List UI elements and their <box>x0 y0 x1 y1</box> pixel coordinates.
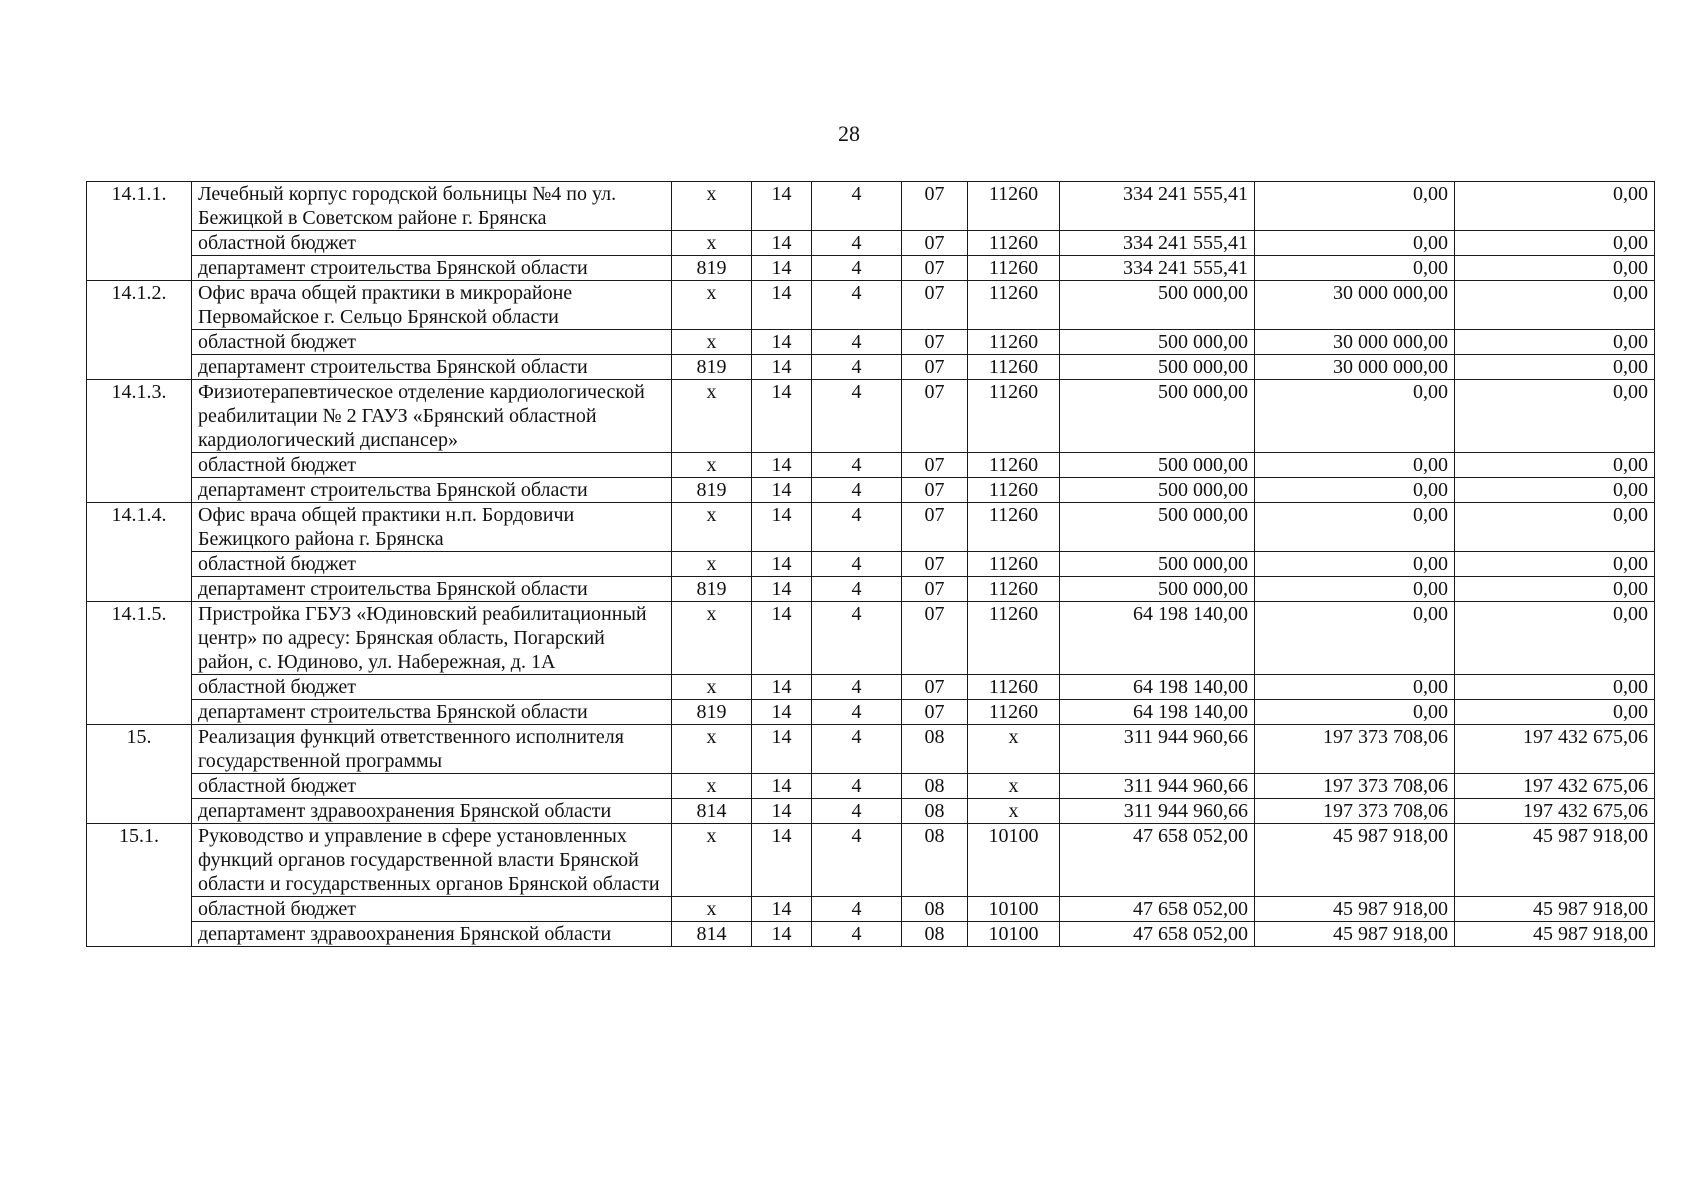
subprogram-code-cell: 4 <box>812 182 902 231</box>
item-number-cell: 14.1.5. <box>87 602 192 725</box>
amount-year3-cell: 0,00 <box>1455 675 1655 700</box>
main-event-code-cell: 08 <box>902 824 968 897</box>
direction-code-cell: х <box>968 799 1060 824</box>
item-name-cell: департамент здравоохранения Брянской области <box>192 922 672 947</box>
table-row <box>87 897 1655 922</box>
item-name-cell: Реализация функций ответственного исполнителя государственной программы <box>192 725 672 774</box>
grbs-code-cell: 814 <box>672 799 752 824</box>
amount-year1-cell: 47 658 052,00 <box>1060 897 1255 922</box>
table-row <box>87 602 1655 675</box>
subprogram-code-cell: 4 <box>812 897 902 922</box>
item-name-cell: областной бюджет <box>192 774 672 799</box>
main-event-code-cell: 07 <box>902 478 968 503</box>
main-event-code-cell: 07 <box>902 602 968 675</box>
main-event-code-cell: 07 <box>902 577 968 602</box>
table-row <box>87 799 1655 824</box>
direction-code-cell: 11260 <box>968 182 1060 231</box>
amount-year1-cell: 500 000,00 <box>1060 355 1255 380</box>
direction-code-cell: 11260 <box>968 281 1060 330</box>
subprogram-code-cell: 4 <box>812 552 902 577</box>
table-body <box>87 182 1655 947</box>
amount-year3-cell: 45 987 918,00 <box>1455 897 1655 922</box>
amount-year3-cell: 0,00 <box>1455 231 1655 256</box>
subprogram-code-cell: 4 <box>812 503 902 552</box>
amount-year1-cell: 500 000,00 <box>1060 453 1255 478</box>
table-row <box>87 577 1655 602</box>
direction-code-cell: х <box>968 725 1060 774</box>
amount-year2-cell: 0,00 <box>1255 256 1455 281</box>
grbs-code-cell: х <box>672 380 752 453</box>
amount-year1-cell: 64 198 140,00 <box>1060 675 1255 700</box>
page-number: 28 <box>838 121 860 146</box>
table-row <box>87 281 1655 330</box>
amount-year1-cell: 500 000,00 <box>1060 503 1255 552</box>
main-event-code-cell: 07 <box>902 281 968 330</box>
program-code-cell: 14 <box>752 478 812 503</box>
grbs-code-cell: 819 <box>672 478 752 503</box>
table-row <box>87 824 1655 897</box>
direction-code-cell: 11260 <box>968 503 1060 552</box>
main-event-code-cell: 07 <box>902 675 968 700</box>
direction-code-cell: 11260 <box>968 675 1060 700</box>
item-name-cell: департамент здравоохранения Брянской области <box>192 799 672 824</box>
table-row <box>87 503 1655 552</box>
item-number-cell: 14.1.1. <box>87 182 192 281</box>
main-event-code-cell: 07 <box>902 330 968 355</box>
program-code-cell: 14 <box>752 281 812 330</box>
table-row <box>87 231 1655 256</box>
direction-code-cell: 10100 <box>968 824 1060 897</box>
amount-year3-cell: 0,00 <box>1455 453 1655 478</box>
amount-year3-cell: 45 987 918,00 <box>1455 824 1655 897</box>
amount-year2-cell: 0,00 <box>1255 602 1455 675</box>
item-name-cell: областной бюджет <box>192 552 672 577</box>
program-code-cell: 14 <box>752 552 812 577</box>
amount-year2-cell: 30 000 000,00 <box>1255 330 1455 355</box>
amount-year3-cell: 0,00 <box>1455 700 1655 725</box>
program-code-cell: 14 <box>752 182 812 231</box>
program-code-cell: 14 <box>752 725 812 774</box>
amount-year3-cell: 197 432 675,06 <box>1455 725 1655 774</box>
item-name-cell: Офис врача общей практики в микрорайоне Первомайское г. Сельцо Брянской области <box>192 281 672 330</box>
amount-year2-cell: 0,00 <box>1255 453 1455 478</box>
grbs-code-cell: х <box>672 774 752 799</box>
grbs-code-cell: х <box>672 725 752 774</box>
table-row <box>87 700 1655 725</box>
amount-year1-cell: 334 241 555,41 <box>1060 256 1255 281</box>
direction-code-cell: х <box>968 774 1060 799</box>
direction-code-cell: 10100 <box>968 897 1060 922</box>
subprogram-code-cell: 4 <box>812 577 902 602</box>
grbs-code-cell: 819 <box>672 256 752 281</box>
item-name-cell: областной бюджет <box>192 897 672 922</box>
amount-year1-cell: 334 241 555,41 <box>1060 182 1255 231</box>
table-row <box>87 675 1655 700</box>
subprogram-code-cell: 4 <box>812 380 902 453</box>
subprogram-code-cell: 4 <box>812 453 902 478</box>
amount-year2-cell: 197 373 708,06 <box>1255 774 1455 799</box>
program-code-cell: 14 <box>752 824 812 897</box>
item-number-cell: 15.1. <box>87 824 192 947</box>
amount-year2-cell: 45 987 918,00 <box>1255 922 1455 947</box>
direction-code-cell: 11260 <box>968 577 1060 602</box>
program-code-cell: 14 <box>752 256 812 281</box>
amount-year2-cell: 30 000 000,00 <box>1255 355 1455 380</box>
main-event-code-cell: 07 <box>902 380 968 453</box>
amount-year1-cell: 500 000,00 <box>1060 380 1255 453</box>
subprogram-code-cell: 4 <box>812 824 902 897</box>
item-name-cell: областной бюджет <box>192 231 672 256</box>
grbs-code-cell: 819 <box>672 577 752 602</box>
program-code-cell: 14 <box>752 774 812 799</box>
direction-code-cell: 11260 <box>968 256 1060 281</box>
table-row <box>87 774 1655 799</box>
main-event-code-cell: 08 <box>902 922 968 947</box>
amount-year3-cell: 0,00 <box>1455 577 1655 602</box>
table-row <box>87 478 1655 503</box>
item-name-cell: департамент строительства Брянской области <box>192 700 672 725</box>
amount-year1-cell: 500 000,00 <box>1060 281 1255 330</box>
subprogram-code-cell: 4 <box>812 675 902 700</box>
item-name-cell: Лечебный корпус городской больницы №4 по ул. Бежицкой в Советском районе г. Брянска <box>192 182 672 231</box>
item-name-cell: Руководство и управление в сфере установленных функций органов государственной власти Брянской области и государственных органов Брянской области <box>192 824 672 897</box>
grbs-code-cell: х <box>672 503 752 552</box>
amount-year2-cell: 45 987 918,00 <box>1255 824 1455 897</box>
main-event-code-cell: 07 <box>902 552 968 577</box>
amount-year2-cell: 45 987 918,00 <box>1255 897 1455 922</box>
amount-year2-cell: 0,00 <box>1255 380 1455 453</box>
subprogram-code-cell: 4 <box>812 256 902 281</box>
subprogram-code-cell: 4 <box>812 774 902 799</box>
item-name-cell: Физиотерапевтическое отделение кардиологической реабилитации № 2 ГАУЗ «Брянский областной кардиологический диспансер» <box>192 380 672 453</box>
grbs-code-cell: х <box>672 182 752 231</box>
item-name-cell: департамент строительства Брянской области <box>192 355 672 380</box>
amount-year1-cell: 311 944 960,66 <box>1060 799 1255 824</box>
amount-year1-cell: 500 000,00 <box>1060 478 1255 503</box>
main-event-code-cell: 08 <box>902 774 968 799</box>
amount-year3-cell: 197 432 675,06 <box>1455 799 1655 824</box>
amount-year2-cell: 0,00 <box>1255 478 1455 503</box>
amount-year3-cell: 0,00 <box>1455 478 1655 503</box>
direction-code-cell: 10100 <box>968 922 1060 947</box>
program-code-cell: 14 <box>752 675 812 700</box>
item-number-cell: 15. <box>87 725 192 824</box>
amount-year1-cell: 500 000,00 <box>1060 330 1255 355</box>
amount-year1-cell: 500 000,00 <box>1060 552 1255 577</box>
main-event-code-cell: 08 <box>902 897 968 922</box>
table-row <box>87 922 1655 947</box>
amount-year1-cell: 500 000,00 <box>1060 577 1255 602</box>
table-row <box>87 552 1655 577</box>
subprogram-code-cell: 4 <box>812 281 902 330</box>
main-event-code-cell: 08 <box>902 799 968 824</box>
program-code-cell: 14 <box>752 577 812 602</box>
program-code-cell: 14 <box>752 700 812 725</box>
subprogram-code-cell: 4 <box>812 700 902 725</box>
grbs-code-cell: х <box>672 897 752 922</box>
amount-year3-cell: 0,00 <box>1455 281 1655 330</box>
grbs-code-cell: х <box>672 675 752 700</box>
grbs-code-cell: х <box>672 824 752 897</box>
item-number-cell: 14.1.2. <box>87 281 192 380</box>
direction-code-cell: 11260 <box>968 355 1060 380</box>
subprogram-code-cell: 4 <box>812 725 902 774</box>
amount-year2-cell: 0,00 <box>1255 231 1455 256</box>
direction-code-cell: 11260 <box>968 552 1060 577</box>
main-event-code-cell: 07 <box>902 503 968 552</box>
budget-table <box>86 181 1655 947</box>
amount-year2-cell: 0,00 <box>1255 577 1455 602</box>
amount-year3-cell: 0,00 <box>1455 182 1655 231</box>
amount-year1-cell: 47 658 052,00 <box>1060 922 1255 947</box>
amount-year3-cell: 197 432 675,06 <box>1455 774 1655 799</box>
table-row <box>87 453 1655 478</box>
item-name-cell: департамент строительства Брянской области <box>192 478 672 503</box>
item-number-cell: 14.1.3. <box>87 380 192 503</box>
subprogram-code-cell: 4 <box>812 922 902 947</box>
program-code-cell: 14 <box>752 355 812 380</box>
main-event-code-cell: 07 <box>902 453 968 478</box>
grbs-code-cell: х <box>672 330 752 355</box>
subprogram-code-cell: 4 <box>812 478 902 503</box>
subprogram-code-cell: 4 <box>812 799 902 824</box>
item-name-cell: областной бюджет <box>192 675 672 700</box>
main-event-code-cell: 07 <box>902 355 968 380</box>
table-row <box>87 182 1655 231</box>
amount-year2-cell: 197 373 708,06 <box>1255 799 1455 824</box>
amount-year3-cell: 0,00 <box>1455 552 1655 577</box>
amount-year2-cell: 0,00 <box>1255 503 1455 552</box>
subprogram-code-cell: 4 <box>812 355 902 380</box>
program-code-cell: 14 <box>752 897 812 922</box>
amount-year2-cell: 0,00 <box>1255 700 1455 725</box>
program-code-cell: 14 <box>752 231 812 256</box>
amount-year2-cell: 0,00 <box>1255 675 1455 700</box>
item-name-cell: департамент строительства Брянской области <box>192 256 672 281</box>
program-code-cell: 14 <box>752 453 812 478</box>
direction-code-cell: 11260 <box>968 700 1060 725</box>
grbs-code-cell: 819 <box>672 700 752 725</box>
direction-code-cell: 11260 <box>968 330 1060 355</box>
amount-year1-cell: 311 944 960,66 <box>1060 725 1255 774</box>
program-code-cell: 14 <box>752 602 812 675</box>
grbs-code-cell: х <box>672 231 752 256</box>
subprogram-code-cell: 4 <box>812 330 902 355</box>
item-number-cell: 14.1.4. <box>87 503 192 602</box>
grbs-code-cell: х <box>672 281 752 330</box>
grbs-code-cell: х <box>672 453 752 478</box>
program-code-cell: 14 <box>752 799 812 824</box>
table-row <box>87 355 1655 380</box>
program-code-cell: 14 <box>752 503 812 552</box>
item-name-cell: областной бюджет <box>192 453 672 478</box>
table-row <box>87 380 1655 453</box>
amount-year2-cell: 0,00 <box>1255 552 1455 577</box>
direction-code-cell: 11260 <box>968 453 1060 478</box>
grbs-code-cell: 819 <box>672 355 752 380</box>
grbs-code-cell: 814 <box>672 922 752 947</box>
direction-code-cell: 11260 <box>968 231 1060 256</box>
main-event-code-cell: 07 <box>902 256 968 281</box>
amount-year1-cell: 64 198 140,00 <box>1060 700 1255 725</box>
direction-code-cell: 11260 <box>968 602 1060 675</box>
main-event-code-cell: 07 <box>902 231 968 256</box>
grbs-code-cell: х <box>672 552 752 577</box>
amount-year3-cell: 0,00 <box>1455 355 1655 380</box>
amount-year1-cell: 334 241 555,41 <box>1060 231 1255 256</box>
item-name-cell: областной бюджет <box>192 330 672 355</box>
program-code-cell: 14 <box>752 380 812 453</box>
amount-year3-cell: 0,00 <box>1455 330 1655 355</box>
amount-year3-cell: 45 987 918,00 <box>1455 922 1655 947</box>
direction-code-cell: 11260 <box>968 478 1060 503</box>
amount-year3-cell: 0,00 <box>1455 602 1655 675</box>
amount-year3-cell: 0,00 <box>1455 503 1655 552</box>
item-name-cell: Офис врача общей практики н.п. Бордовичи Бежицкого района г. Брянска <box>192 503 672 552</box>
amount-year1-cell: 64 198 140,00 <box>1060 602 1255 675</box>
subprogram-code-cell: 4 <box>812 231 902 256</box>
direction-code-cell: 11260 <box>968 380 1060 453</box>
amount-year3-cell: 0,00 <box>1455 380 1655 453</box>
main-event-code-cell: 08 <box>902 725 968 774</box>
program-code-cell: 14 <box>752 922 812 947</box>
amount-year1-cell: 311 944 960,66 <box>1060 774 1255 799</box>
amount-year2-cell: 0,00 <box>1255 182 1455 231</box>
program-code-cell: 14 <box>752 330 812 355</box>
main-event-code-cell: 07 <box>902 700 968 725</box>
table-row <box>87 256 1655 281</box>
table-row <box>87 725 1655 774</box>
grbs-code-cell: х <box>672 602 752 675</box>
amount-year1-cell: 47 658 052,00 <box>1060 824 1255 897</box>
amount-year2-cell: 197 373 708,06 <box>1255 725 1455 774</box>
subprogram-code-cell: 4 <box>812 602 902 675</box>
item-name-cell: департамент строительства Брянской области <box>192 577 672 602</box>
item-name-cell: Пристройка ГБУЗ «Юдиновский реабилитационный центр» по адресу: Брянская область, Погарский район, с. Юдиново, ул. Набережная, д. 1А <box>192 602 672 675</box>
amount-year3-cell: 0,00 <box>1455 256 1655 281</box>
table-row <box>87 330 1655 355</box>
amount-year2-cell: 30 000 000,00 <box>1255 281 1455 330</box>
main-event-code-cell: 07 <box>902 182 968 231</box>
